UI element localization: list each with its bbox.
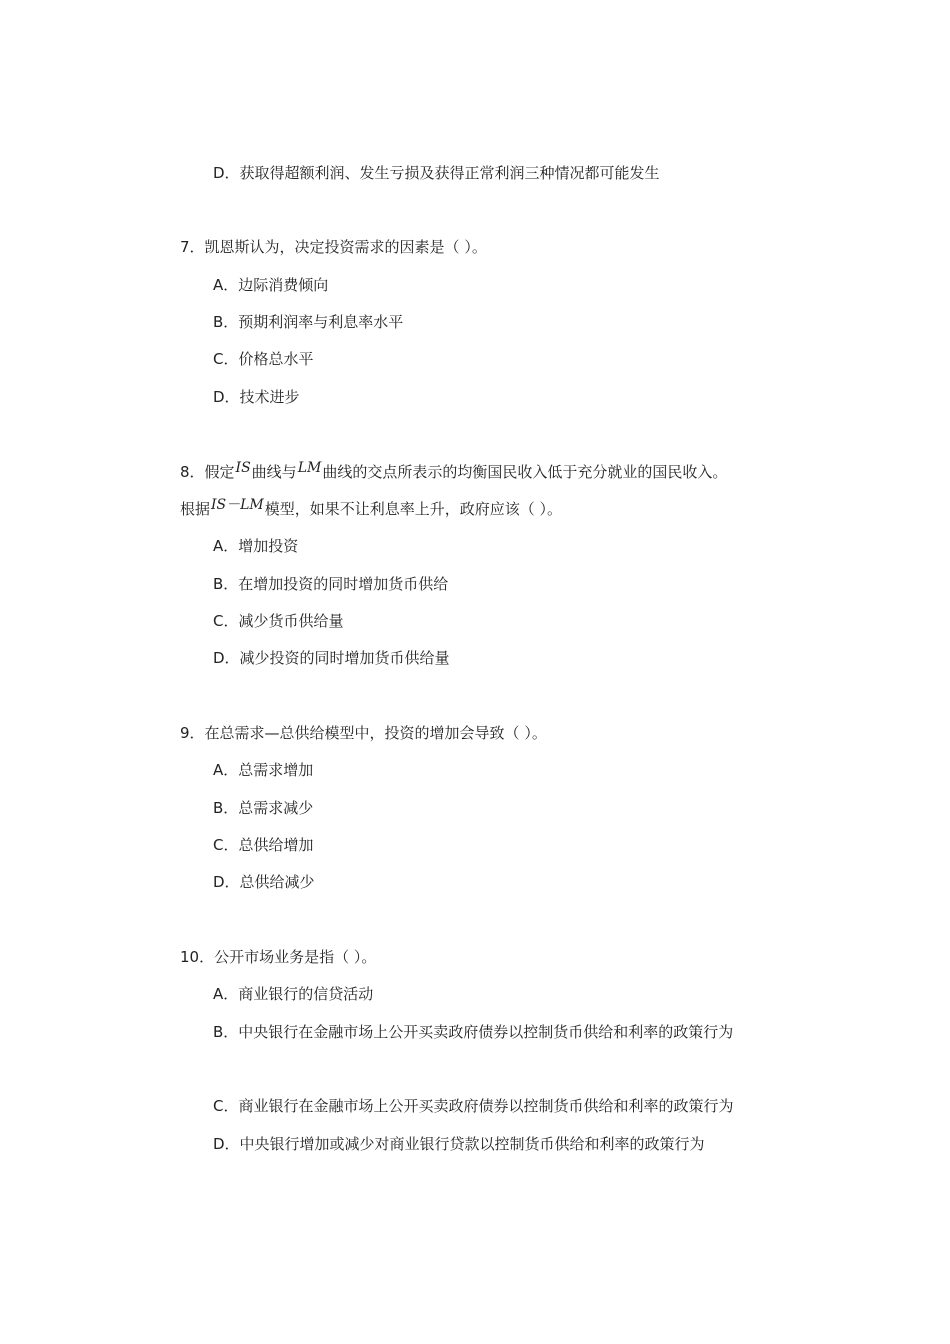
q8-stem-text-1: 8．假定 <box>180 463 235 481</box>
q7-option-a: A．边际消费倾向 <box>213 276 329 294</box>
q8-stem-text-2: 曲线与 <box>251 463 297 481</box>
q9-stem: 9．在总需求—总供给模型中，投资的增加会导致（ ）。 <box>180 724 547 742</box>
q8-option-c: C．减少货币供给量 <box>213 612 344 630</box>
math-lm: LM <box>297 460 322 476</box>
q8-stem-line2 <box>180 498 562 521</box>
q6-option-d: D．获取得超额利润、发生亏损及获得正常利润三种情况都可能发生 <box>213 164 660 182</box>
q9-option-b: B．总需求减少 <box>213 799 314 817</box>
q9-option-d: D．总供给减少 <box>213 873 315 891</box>
q10-option-b: B．中央银行在金融市场上公开买卖政府债券以控制货币供给和利率的政策行为 <box>213 1023 734 1041</box>
q9-option-c: C．总供给增加 <box>213 836 314 854</box>
q9-option-a: A．总需求增加 <box>213 761 314 779</box>
q8-stem-text-5: 模型，如果不让利息率上升，政府应该（ ）。 <box>264 500 563 518</box>
q10-option-d: D．中央银行增加或减少对商业银行贷款以控制货币供给和利率的政策行为 <box>213 1135 705 1153</box>
math-is-lm: IS－LM <box>211 497 264 513</box>
q8-stem-text-3: 曲线的交点所表示的均衡国民收入低于充分就业的国民收入。 <box>322 463 728 481</box>
q8-option-a: A．增加投资 <box>213 537 299 555</box>
math-is: IS <box>235 460 251 476</box>
q7-option-d: D．技术进步 <box>213 388 300 406</box>
q7-stem: 7．凯恩斯认为，决定投资需求的因素是（ ）。 <box>180 238 487 256</box>
q8-option-d: D．减少投资的同时增加货币供给量 <box>213 649 450 667</box>
q8-option-b: B．在增加投资的同时增加货币供给 <box>213 575 449 593</box>
q8-stem-line1 <box>180 461 727 484</box>
q7-option-c: C．价格总水平 <box>213 350 314 368</box>
q8-stem-text-4: 根据 <box>180 500 211 518</box>
q10-stem: 10．公开市场业务是指（ ）。 <box>180 948 377 966</box>
q7-option-b: B．预期利润率与利息率水平 <box>213 313 404 331</box>
q10-option-c: C．商业银行在金融市场上公开买卖政府债券以控制货币供给和利率的政策行为 <box>213 1097 734 1115</box>
q10-option-a: A．商业银行的信贷活动 <box>213 985 374 1003</box>
